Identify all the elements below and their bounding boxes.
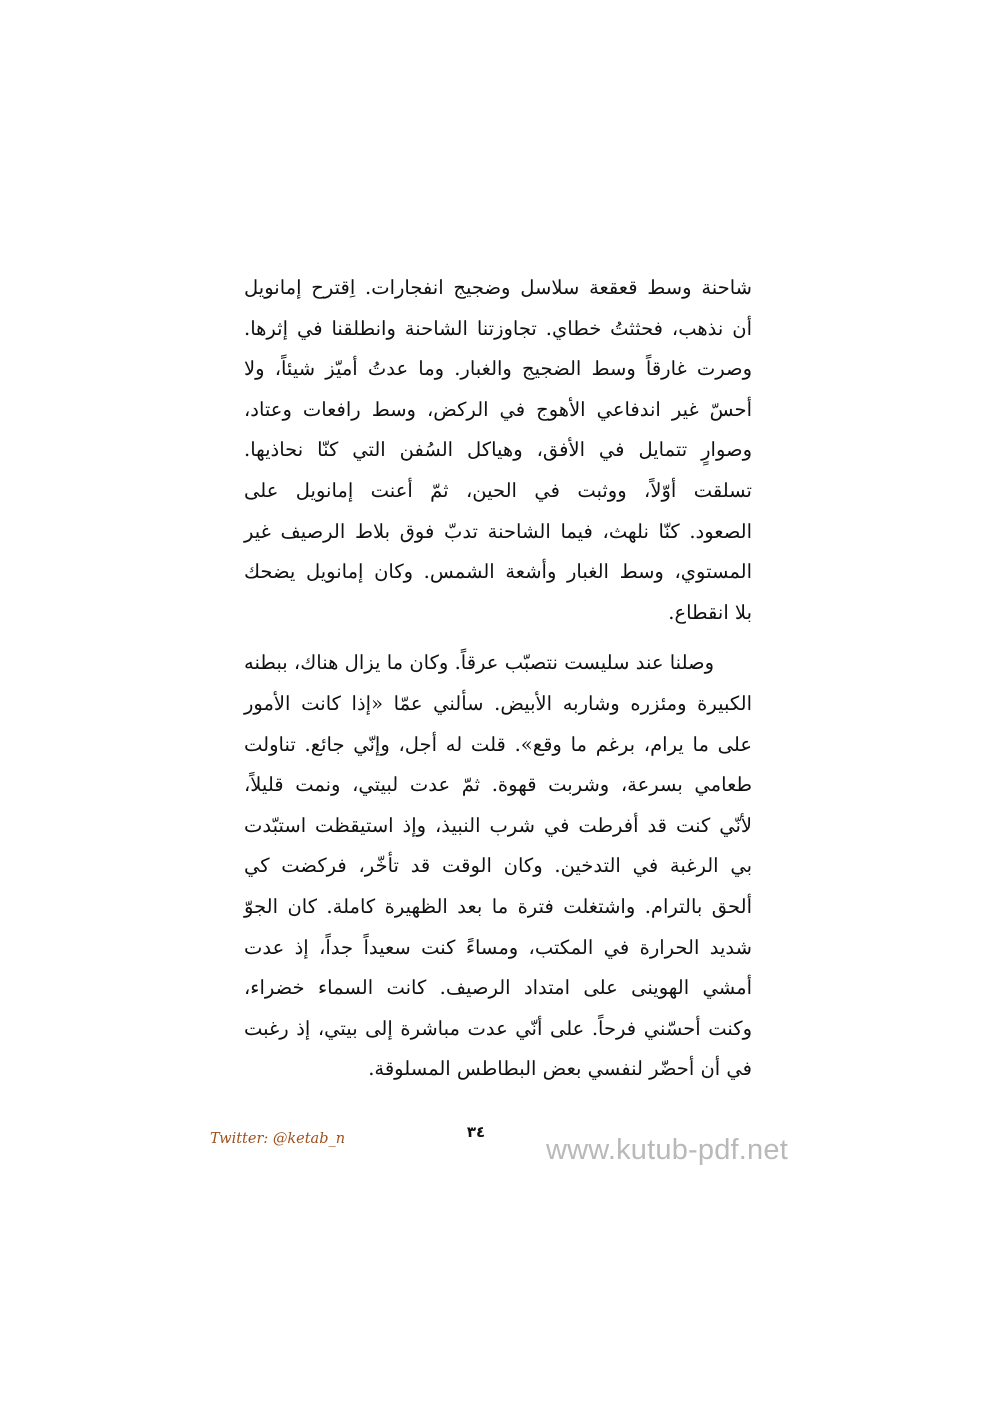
text-line: وصرت غارقاً وسط الضجيج والغبار. وما عدتُ أميّز شيئاً، ولا xyxy=(244,357,752,381)
watermark-url: www.kutub-pdf.net xyxy=(546,1134,788,1166)
text-line: طعامي بسرعة، وشربت قهوة. ثمّ عدت لبيتي، ونمت قليلاً، xyxy=(244,773,752,797)
text-line: شديد الحرارة في المكتب، ومساءً كنت سعيداً جداً، إذ عدت xyxy=(244,935,752,959)
text-line: أمشي الهوينى على امتداد الرصيف. كانت السماء خضراء، xyxy=(244,976,752,1000)
text-line: وكنت أحسّني فرحاً. على أنّي عدت مباشرة إلى بيتي، إذ رغبت xyxy=(244,1016,752,1040)
paragraph-1 xyxy=(244,268,752,633)
body-text xyxy=(244,268,752,1090)
text-line: تسلقت أوّلاً، ووثبت في الحين، ثمّ أعنت إمانويل على xyxy=(244,478,752,502)
text-line: أن نذهب، فحثثتُ خطاي. تجاوزتنا الشاحنة وانطلقنا في إثرها. xyxy=(244,316,752,340)
text-line: لأنّي كنت قد أفرطت في شرب النبيذ، وإذ استيقظت استبّدت xyxy=(244,813,752,837)
paragraph-2 xyxy=(244,643,752,1090)
text-line: شاحنة وسط قعقعة سلاسل وضجيج انفجارات. اِقترح إمانويل xyxy=(244,276,752,299)
text-line: الكبيرة ومئزره وشاربه الأبيض. سألني عمّا «إذا كانت الأمور xyxy=(244,691,752,715)
text-line: بلا انقطاع. xyxy=(668,600,752,624)
page-number: ٣٤ xyxy=(466,1123,486,1141)
text-line: وصلنا عند سليست نتصبّب عرقاً. وكان ما يزال هناك، ببطنه xyxy=(244,651,714,675)
text-line: ألحق بالترام. واشتغلت فترة ما بعد الظهيرة كاملة. كان الجوّ xyxy=(244,894,752,918)
text-line: أحسّ غير اندفاعي الأهوج في الركض، وسط رافعات وعتاد، xyxy=(244,397,752,421)
text-line: وصوارٍ تتمايل في الأفق، وهياكل السُفن التي كنّا نحاذيها. xyxy=(244,438,752,462)
text-line: في أن أحضّر لنفسي بعض البطاطس المسلوقة. xyxy=(368,1057,752,1081)
text-line: الصعود. كنّا نلهث، فيما الشاحنة تدبّ فوق بلاط الرصيف غير xyxy=(244,519,752,543)
text-line: على ما يرام، برغم ما وقع». قلت له أجل، وإنّي جائع. تناولت xyxy=(244,732,752,756)
text-line: المستوي، وسط الغبار وأشعة الشمس. وكان إمانويل يضحك xyxy=(244,560,752,584)
text-line: بي الرغبة في التدخين. وكان الوقت قد تأخّر، فركضت كي xyxy=(244,854,752,878)
twitter-handle: Twitter: @ketab_n xyxy=(210,1131,346,1147)
